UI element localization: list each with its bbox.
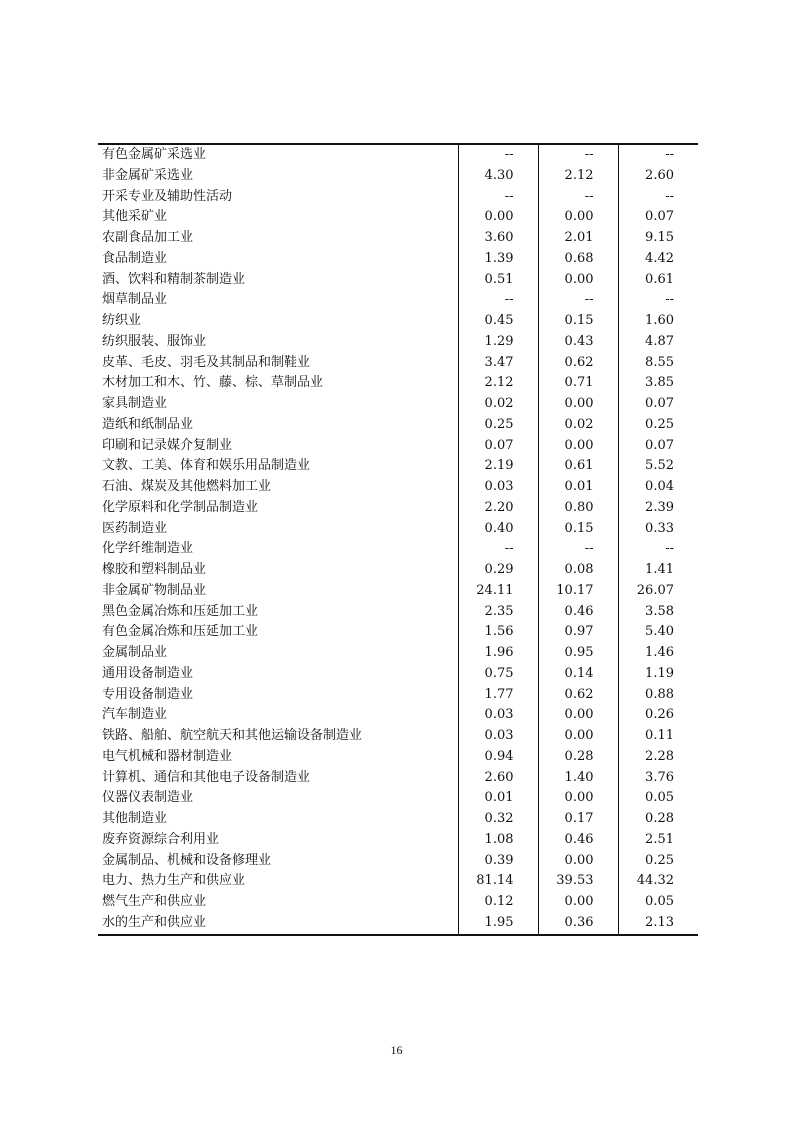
- value-col1-cell: 2.35: [458, 602, 538, 623]
- industry-name-cell: 其他制造业: [102, 811, 168, 826]
- table-row: [98, 809, 698, 830]
- table-row: [98, 187, 698, 208]
- table-row: [98, 830, 698, 851]
- value-col3-cell: 26.07: [618, 581, 698, 602]
- industry-name-cell: 家具制造业: [102, 396, 168, 411]
- value-col1-cell: 1.77: [458, 685, 538, 706]
- table-row: [98, 622, 698, 643]
- value-col1-cell: 0.40: [458, 519, 538, 540]
- value-col1-cell: --: [458, 144, 538, 166]
- table-row: [98, 851, 698, 872]
- value-col1-cell: 1.39: [458, 249, 538, 270]
- value-col1-cell: 2.60: [458, 768, 538, 789]
- value-col1-cell: 0.25: [458, 415, 538, 436]
- table-row: [98, 788, 698, 809]
- value-col3-cell: 0.07: [618, 207, 698, 228]
- value-col2-cell: 2.01: [538, 228, 618, 249]
- value-col2-cell: --: [538, 290, 618, 311]
- value-col3-cell: 0.28: [618, 809, 698, 830]
- value-col3-cell: 0.04: [618, 477, 698, 498]
- value-col3-cell: 8.55: [618, 353, 698, 374]
- table-row: [98, 270, 698, 291]
- value-col2-cell: 0.00: [538, 394, 618, 415]
- table-row: [98, 311, 698, 332]
- value-col2-cell: --: [538, 144, 618, 166]
- value-col1-cell: 0.12: [458, 892, 538, 913]
- value-col1-cell: 1.96: [458, 643, 538, 664]
- industry-name-cell: 造纸和纸制品业: [102, 416, 194, 432]
- value-col1-cell: 0.45: [458, 311, 538, 332]
- industry-name-cell: 汽车制造业: [102, 707, 168, 723]
- table-row: [98, 436, 698, 457]
- industry-name-cell: 开采专业及辅助性活动: [102, 188, 233, 204]
- table-row: [98, 768, 698, 789]
- table-row: [98, 560, 698, 581]
- table-body: [98, 144, 698, 935]
- value-col3-cell: 5.52: [618, 456, 698, 477]
- industry-name-cell: 文教、工美、体育和娱乐用品制造业: [102, 458, 311, 474]
- value-col3-cell: 9.15: [618, 228, 698, 249]
- value-col3-cell: 1.46: [618, 643, 698, 664]
- value-col3-cell: 3.76: [618, 768, 698, 789]
- value-col1-cell: 0.32: [458, 809, 538, 830]
- value-col2-cell: 0.68: [538, 249, 618, 270]
- value-col3-cell: 4.42: [618, 249, 698, 270]
- value-col1-cell: --: [458, 539, 538, 560]
- industry-name-cell: 非金属矿物制品业: [102, 582, 207, 598]
- value-col2-cell: 0.80: [538, 498, 618, 519]
- industry-name-cell: 烟草制品业: [102, 292, 168, 308]
- table-row: [98, 726, 698, 747]
- table-row: [98, 705, 698, 726]
- industry-name-cell: 水的生产和供应业: [102, 914, 207, 930]
- table-row: [98, 892, 698, 913]
- value-col1-cell: 3.47: [458, 353, 538, 374]
- value-col2-cell: 39.53: [538, 871, 618, 892]
- industry-name-cell: 计算机、通信和其他电子设备制造业: [102, 769, 311, 785]
- value-col3-cell: 0.33: [618, 519, 698, 540]
- industry-name-cell: 皮革、毛皮、羽毛及其制品和制鞋业: [102, 354, 311, 370]
- value-col1-cell: 0.94: [458, 747, 538, 768]
- value-col3-cell: 0.07: [618, 436, 698, 457]
- value-col3-cell: 2.39: [618, 498, 698, 519]
- value-col3-cell: 0.25: [618, 415, 698, 436]
- value-col2-cell: 0.97: [538, 622, 618, 643]
- value-col2-cell: --: [538, 539, 618, 560]
- table-row: [98, 581, 698, 602]
- industry-name-cell: 纺织业: [102, 313, 142, 328]
- value-col1-cell: 0.29: [458, 560, 538, 581]
- industry-name-cell: 酒、饮料和精制茶制造业: [102, 271, 246, 287]
- value-col2-cell: 0.61: [538, 456, 618, 477]
- value-col3-cell: 0.11: [618, 726, 698, 747]
- value-col2-cell: 0.01: [538, 477, 618, 498]
- value-col2-cell: 0.95: [538, 643, 618, 664]
- table-row: [98, 643, 698, 664]
- industry-name-cell: 石油、煤炭及其他燃料加工业: [102, 479, 272, 494]
- value-col2-cell: 0.00: [538, 892, 618, 913]
- table-row: [98, 602, 698, 623]
- industry-name-cell: 食品制造业: [102, 250, 168, 266]
- value-col1-cell: 2.20: [458, 498, 538, 519]
- table-row: [98, 871, 698, 892]
- value-col2-cell: 0.00: [538, 851, 618, 872]
- value-col3-cell: --: [618, 144, 698, 166]
- value-col3-cell: 44.32: [618, 871, 698, 892]
- value-col2-cell: 0.00: [538, 436, 618, 457]
- table-row: [98, 519, 698, 540]
- value-col3-cell: 0.61: [618, 270, 698, 291]
- industry-name-cell: 电力、热力生产和供应业: [102, 873, 246, 889]
- value-col3-cell: 2.28: [618, 747, 698, 768]
- value-col3-cell: 0.88: [618, 685, 698, 706]
- value-col2-cell: 0.17: [538, 809, 618, 830]
- value-col1-cell: 3.60: [458, 228, 538, 249]
- value-col3-cell: --: [618, 539, 698, 560]
- industry-name-cell: 其他采矿业: [102, 209, 168, 225]
- value-col1-cell: 1.29: [458, 332, 538, 353]
- industry-name-cell: 废弃资源综合利用业: [102, 831, 220, 847]
- table-row: [98, 456, 698, 477]
- value-col1-cell: 4.30: [458, 166, 538, 187]
- value-col3-cell: 3.58: [618, 602, 698, 623]
- value-col2-cell: 0.00: [538, 788, 618, 809]
- value-col3-cell: 1.41: [618, 560, 698, 581]
- table-row: [98, 228, 698, 249]
- table-row: [98, 332, 698, 353]
- value-col2-cell: 0.46: [538, 602, 618, 623]
- value-col1-cell: 1.56: [458, 622, 538, 643]
- table-row: [98, 913, 698, 935]
- industry-name-cell: 木材加工和木、竹、藤、棕、草制品业: [102, 375, 324, 391]
- value-col1-cell: 2.19: [458, 456, 538, 477]
- industry-name-cell: 橡胶和塑料制品业: [102, 562, 207, 577]
- table-row: [98, 290, 698, 311]
- value-col1-cell: 1.08: [458, 830, 538, 851]
- value-col2-cell: 0.15: [538, 519, 618, 540]
- value-col2-cell: 0.43: [538, 332, 618, 353]
- industry-name-cell: 金属制品业: [102, 645, 168, 660]
- industry-name-cell: 通用设备制造业: [102, 665, 194, 681]
- table-row: [98, 207, 698, 228]
- value-col3-cell: --: [618, 187, 698, 208]
- value-col2-cell: 0.46: [538, 830, 618, 851]
- value-col2-cell: 0.00: [538, 705, 618, 726]
- value-col3-cell: 1.60: [618, 311, 698, 332]
- value-col2-cell: 0.62: [538, 353, 618, 374]
- table-row: [98, 373, 698, 394]
- table-row: [98, 539, 698, 560]
- value-col2-cell: 0.62: [538, 685, 618, 706]
- value-col3-cell: 2.13: [618, 913, 698, 935]
- value-col1-cell: 2.12: [458, 373, 538, 394]
- value-col1-cell: 0.01: [458, 788, 538, 809]
- value-col3-cell: 0.07: [618, 394, 698, 415]
- industry-name-cell: 农副食品加工业: [102, 230, 194, 245]
- industry-name-cell: 医药制造业: [102, 520, 168, 536]
- industry-name-cell: 纺织服装、服饰业: [102, 333, 207, 349]
- industry-name-cell: 化学纤维制造业: [102, 541, 194, 557]
- value-col1-cell: 0.03: [458, 477, 538, 498]
- table-row: [98, 477, 698, 498]
- value-col1-cell: --: [458, 187, 538, 208]
- table-row: [98, 664, 698, 685]
- page-number: 16: [390, 1043, 403, 1057]
- table-row: [98, 415, 698, 436]
- industry-name-cell: 仪器仪表制造业: [102, 790, 194, 806]
- industry-name-cell: 燃气生产和供应业: [102, 894, 207, 909]
- value-col1-cell: 0.51: [458, 270, 538, 291]
- table-row: [98, 144, 698, 166]
- table-row: [98, 249, 698, 270]
- value-col1-cell: 1.95: [458, 913, 538, 935]
- industry-name-cell: 有色金属矿采选业: [102, 147, 207, 162]
- value-col2-cell: 0.28: [538, 747, 618, 768]
- table-row: [98, 498, 698, 519]
- value-col2-cell: 0.71: [538, 373, 618, 394]
- value-col1-cell: 0.39: [458, 851, 538, 872]
- value-col3-cell: 3.85: [618, 373, 698, 394]
- value-col1-cell: 0.75: [458, 664, 538, 685]
- table-row: [98, 353, 698, 374]
- industry-data-table: [98, 143, 698, 936]
- value-col2-cell: 2.12: [538, 166, 618, 187]
- value-col3-cell: 4.87: [618, 332, 698, 353]
- value-col2-cell: 0.08: [538, 560, 618, 581]
- table-row: [98, 685, 698, 706]
- value-col3-cell: 0.26: [618, 705, 698, 726]
- value-col1-cell: 0.00: [458, 207, 538, 228]
- value-col1-cell: 0.02: [458, 394, 538, 415]
- value-col1-cell: --: [458, 290, 538, 311]
- value-col3-cell: 2.60: [618, 166, 698, 187]
- table-row: [98, 747, 698, 768]
- industry-name-cell: 印刷和记录媒介复制业: [102, 437, 233, 453]
- value-col1-cell: 0.03: [458, 726, 538, 747]
- value-col3-cell: 0.25: [618, 851, 698, 872]
- value-col1-cell: 0.03: [458, 705, 538, 726]
- value-col3-cell: --: [618, 290, 698, 311]
- industry-name-cell: 非金属矿采选业: [102, 167, 194, 183]
- industry-name-cell: 黑色金属冶炼和压延加工业: [102, 603, 259, 619]
- value-col2-cell: 0.00: [538, 726, 618, 747]
- value-col2-cell: --: [538, 187, 618, 208]
- value-col2-cell: 10.17: [538, 581, 618, 602]
- value-col3-cell: 0.05: [618, 788, 698, 809]
- value-col2-cell: 0.36: [538, 913, 618, 935]
- table-row: [98, 394, 698, 415]
- value-col2-cell: 0.02: [538, 415, 618, 436]
- value-col3-cell: 0.05: [618, 892, 698, 913]
- value-col3-cell: 2.51: [618, 830, 698, 851]
- value-col1-cell: 0.07: [458, 436, 538, 457]
- value-col2-cell: 0.15: [538, 311, 618, 332]
- industry-name-cell: 化学原料和化学制品制造业: [102, 499, 259, 515]
- industry-name-cell: 金属制品、机械和设备修理业: [102, 852, 272, 868]
- industry-name-cell: 电气机械和器材制造业: [102, 748, 233, 764]
- value-col2-cell: 0.00: [538, 270, 618, 291]
- value-col3-cell: 5.40: [618, 622, 698, 643]
- value-col2-cell: 0.14: [538, 664, 618, 685]
- value-col2-cell: 1.40: [538, 768, 618, 789]
- industry-name-cell: 专用设备制造业: [102, 686, 194, 702]
- value-col3-cell: 1.19: [618, 664, 698, 685]
- value-col1-cell: 81.14: [458, 871, 538, 892]
- value-col1-cell: 24.11: [458, 581, 538, 602]
- table-row: [98, 166, 698, 187]
- industry-name-cell: 有色金属冶炼和压延加工业: [102, 624, 259, 640]
- industry-name-cell: 铁路、船舶、航空航天和其他运输设备制造业: [102, 728, 363, 743]
- value-col2-cell: 0.00: [538, 207, 618, 228]
